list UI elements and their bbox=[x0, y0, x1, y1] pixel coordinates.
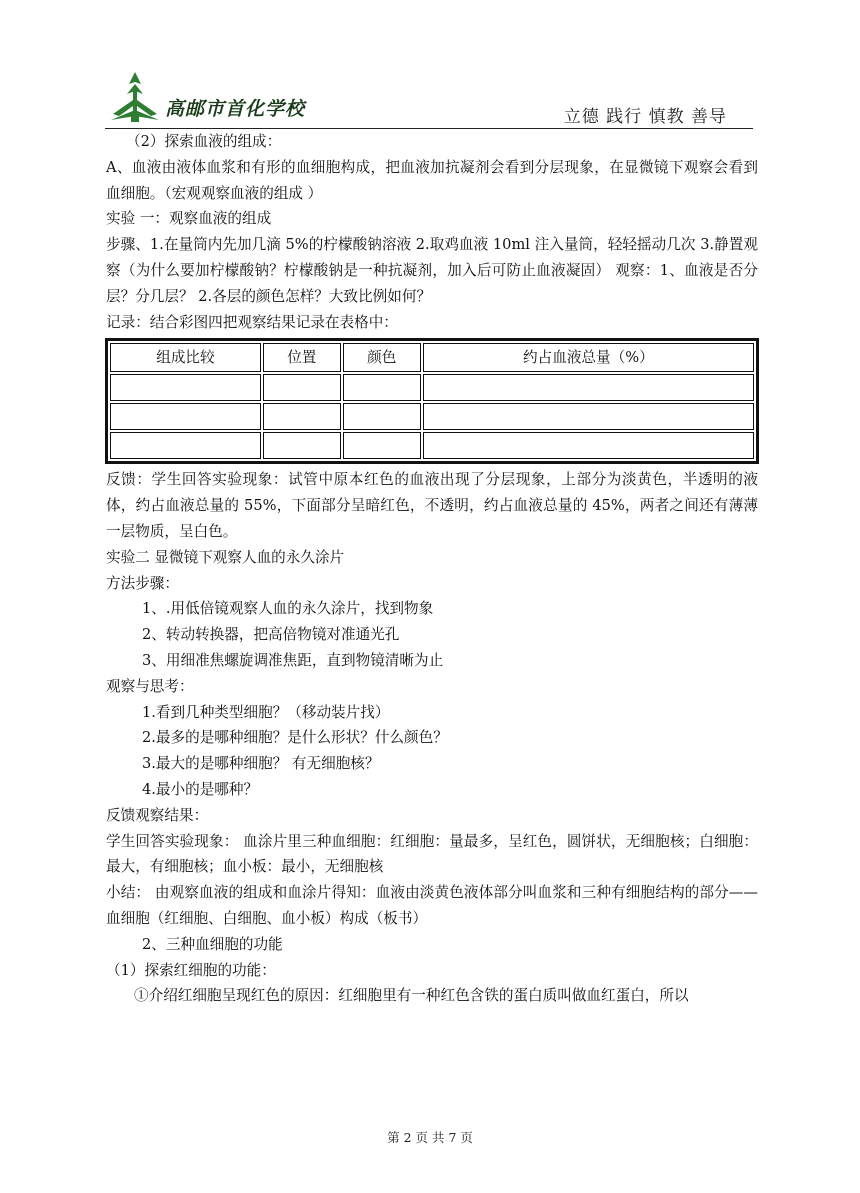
table-cell bbox=[110, 374, 261, 401]
table-cell bbox=[263, 374, 341, 401]
table-header-cell: 组成比较 bbox=[110, 343, 261, 372]
school-name: 高邮市首化学校 bbox=[165, 98, 306, 120]
table-cell bbox=[263, 403, 341, 430]
school-motto: 立德 践行 慎教 善导 bbox=[563, 107, 727, 127]
table-cell bbox=[343, 403, 421, 430]
paragraph: 2、转动转换器，把高倍物镜对准通光孔 bbox=[142, 626, 400, 644]
paragraph: 实验 一：观察血液的组成 bbox=[106, 210, 272, 228]
table-row bbox=[110, 374, 754, 401]
paragraph: 方法步骤： bbox=[106, 574, 179, 592]
paragraph: 2、三种血细胞的功能 bbox=[142, 935, 283, 953]
table-cell bbox=[343, 374, 421, 401]
paragraph: （1）探索红细胞的功能： bbox=[106, 961, 276, 979]
table-cell bbox=[263, 432, 341, 459]
paragraph: A、血液由液体血浆和有形的血细胞构成，把血液加抗凝剂会看到分层现象，在显微镜下观察会看到血细胞。（宏观观察血液的组成 ） bbox=[106, 158, 758, 202]
table-cell bbox=[423, 403, 754, 430]
table-header-cell: 位置 bbox=[263, 343, 341, 372]
table-cell bbox=[110, 432, 261, 459]
paragraph: 观察与思考： bbox=[106, 677, 194, 695]
table-cell bbox=[343, 432, 421, 459]
paragraph: 3、用细准焦螺旋调准焦距，直到物镜清晰为止 bbox=[142, 651, 444, 669]
table-header-cell: 颜色 bbox=[343, 343, 421, 372]
paragraph: ①介绍红细胞呈现红色的原因：红细胞里有一种红色含铁的蛋白质叫做血红蛋白，所以 bbox=[134, 987, 689, 1005]
paragraph: 反馈：学生回答实验现象：试管中原本红色的血液出现了分层现象，上部分为淡黄色，半透明的液体，约占血液总量的 55%，下面部分呈暗红色，不透明，约占血液总量的 45%，两者之间还有薄薄一层物质，呈白色。 bbox=[106, 471, 758, 540]
paragraph: 实验二 显微镜下观察人血的永久涂片 bbox=[106, 548, 345, 566]
paragraph: 小结： 由观察血液的组成和血涂片得知：血液由淡黄色液体部分叫血浆和三种有细胞结构的部分——血细胞（红细胞、白细胞、血小板）构成（板书） bbox=[106, 884, 758, 927]
paragraph: 1.看到几种类型细胞？（移动装片找） bbox=[142, 703, 390, 721]
school-logo-icon bbox=[107, 70, 163, 124]
paragraph: 步骤、1.在量筒内先加几滴 5%的柠檬酸钠溶液 2.取鸡血液 10ml 注入量筒，轻轻摇动几次 3.静置观察（为什么要加柠檬酸钠？柠檬酸钠是一种抗凝剂，加入后可防止血液凝固） 观察：1、血液是否分层？分几层？ 2.各层的颜色怎样？大致比例如何？ bbox=[106, 236, 758, 305]
paragraph: 2.最多的是哪种细胞？是什么形状？什么颜色？ bbox=[142, 729, 448, 747]
table-row bbox=[110, 432, 754, 459]
paragraph: （2）探索血液的组成： bbox=[126, 133, 282, 150]
paragraph: 记录：结合彩图四把观察结果记录在表格中： bbox=[106, 313, 398, 331]
paragraph: 3.最大的是哪种细胞？ 有无细胞核？ bbox=[142, 755, 380, 773]
paragraph: 学生回答实验现象： 血涂片里三种血细胞：红细胞：量最多，呈红色，圆饼状，无细胞核；白细胞：最大，有细胞核；血小板：最小，无细胞核 bbox=[106, 832, 758, 876]
page-content bbox=[106, 129, 758, 1009]
page-header bbox=[105, 64, 753, 129]
table-row bbox=[110, 403, 754, 430]
table-cell bbox=[423, 432, 754, 459]
paragraph: 4.最小的是哪种？ bbox=[142, 780, 259, 798]
table-cell bbox=[423, 374, 754, 401]
table-header-row bbox=[110, 343, 754, 372]
record-table bbox=[105, 338, 759, 464]
paragraph: 反馈观察结果： bbox=[106, 806, 209, 824]
paragraph: 1、.用低倍镜观察人血的永久涂片，找到物象 bbox=[142, 600, 434, 618]
page-footer: 第 2 页 共 7 页 bbox=[387, 1130, 473, 1145]
table-cell bbox=[110, 403, 261, 430]
table-header-cell: 约占血液总量（%） bbox=[423, 343, 754, 372]
